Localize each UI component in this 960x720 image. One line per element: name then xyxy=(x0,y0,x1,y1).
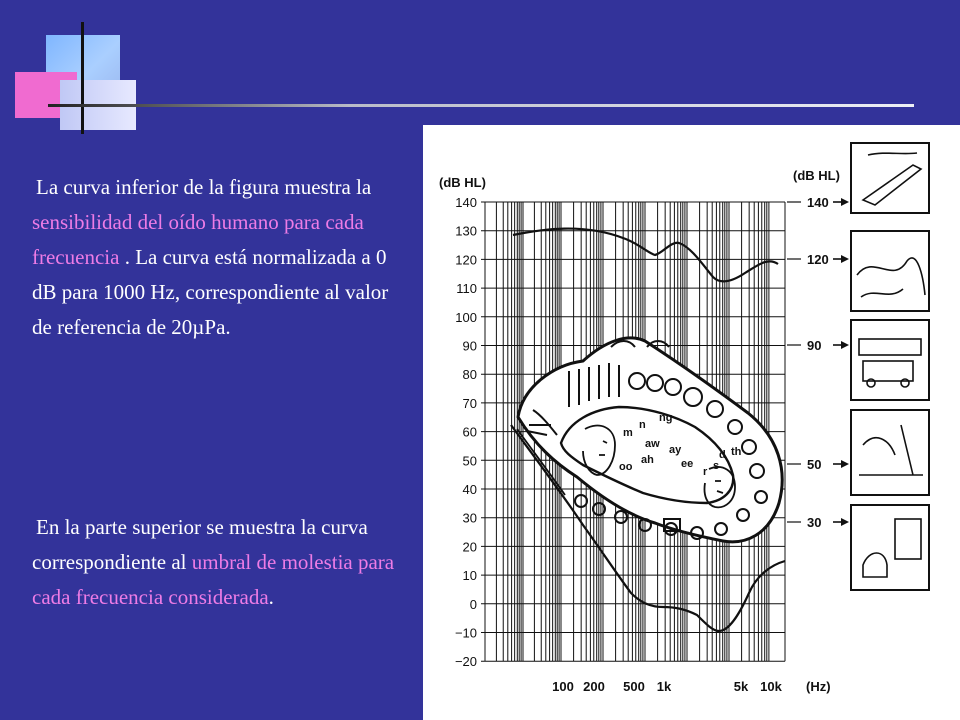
arrow-head-icon xyxy=(841,255,849,263)
y-tick-label: −10 xyxy=(454,625,477,641)
y-tick-label: 60 xyxy=(462,424,477,440)
arrow-head-icon xyxy=(841,460,849,468)
right-level-label: 50 xyxy=(807,457,822,472)
highlight-discomfort-threshold: umbral de molestia para cada frecuencia considerada xyxy=(32,550,395,609)
right-level-label: 90 xyxy=(807,338,822,353)
y-tick-label: 20 xyxy=(462,539,477,555)
paragraph-lower-curve: La curva inferior de la figura muestra la sensibilidad del oído humano para cada frecuencia . La curva está normalizada a 0 dB para 1000 Hz, correspondiente al valor de referencia de 20µPa. xyxy=(32,175,389,339)
y-tick-label: 90 xyxy=(462,338,477,354)
x-tick-label: 500 xyxy=(623,679,645,694)
y-tick-label: 30 xyxy=(462,510,477,526)
right-level-label: 140 xyxy=(807,195,829,210)
speech-sound: ng xyxy=(659,412,673,424)
conversation-scene xyxy=(851,410,929,495)
concert-scene xyxy=(851,231,929,311)
paragraph-upper-curve: En la parte superior se muestra la curva correspondiente al umbral de molestia para cada frecuencia considerada. xyxy=(32,515,395,609)
right-level-markers xyxy=(787,195,849,530)
y-tick-label: 10 xyxy=(462,568,477,584)
y-tick-label: 110 xyxy=(456,281,477,297)
title-rule-line xyxy=(48,104,914,107)
arrow-head-icon xyxy=(841,518,849,526)
speech-sound: ay xyxy=(669,444,682,456)
speech-sound: m xyxy=(623,427,633,439)
y-unit-right: (dB HL) xyxy=(793,168,840,183)
speech-sound: r xyxy=(703,466,708,478)
speech-sound: ah xyxy=(641,454,654,466)
y-unit-left: (dB HL) xyxy=(439,175,486,190)
y-tick-label: 50 xyxy=(462,453,477,469)
y-tick-label: 70 xyxy=(462,395,477,411)
speech-sound: aw xyxy=(645,438,660,450)
speech-sound: oo xyxy=(619,461,633,473)
x-tick-label: 10k xyxy=(760,679,782,694)
x-tick-label: 5k xyxy=(733,679,749,694)
speech-sound: n xyxy=(639,419,646,431)
y-tick-labels xyxy=(455,195,477,669)
y-tick-label: 40 xyxy=(462,482,477,497)
arrow-head-icon xyxy=(841,341,849,349)
arrow-head-icon xyxy=(841,198,849,206)
x-tick-label: 1k xyxy=(656,679,672,694)
y-tick-label: 100 xyxy=(455,309,477,325)
traffic-scene xyxy=(851,320,929,400)
highlight-sensitivity: sensibilidad del oído humano para cada frecuencia xyxy=(32,210,364,269)
y-tick-label: 120 xyxy=(455,252,477,268)
right-level-label: 120 xyxy=(807,252,829,267)
y-tick-label: 80 xyxy=(462,367,477,383)
y-tick-label: 130 xyxy=(455,223,477,239)
x-tick-label: 100 xyxy=(552,679,574,694)
x-tick-labels xyxy=(552,679,782,694)
x-unit: (Hz) xyxy=(806,679,831,694)
y-tick-label: 0 xyxy=(469,596,477,612)
speech-sound: s xyxy=(713,460,720,472)
x-tick-label: 200 xyxy=(583,679,605,694)
speech-sound: th xyxy=(731,446,742,458)
decor-vertical-line xyxy=(81,22,84,134)
audiogram-figure xyxy=(423,125,960,720)
right-level-label: 30 xyxy=(807,515,822,530)
y-tick-label: −20 xyxy=(454,654,477,670)
speech-sound: ee xyxy=(681,458,694,470)
speech-sound: d xyxy=(719,449,726,461)
y-tick-label: 140 xyxy=(455,195,477,210)
